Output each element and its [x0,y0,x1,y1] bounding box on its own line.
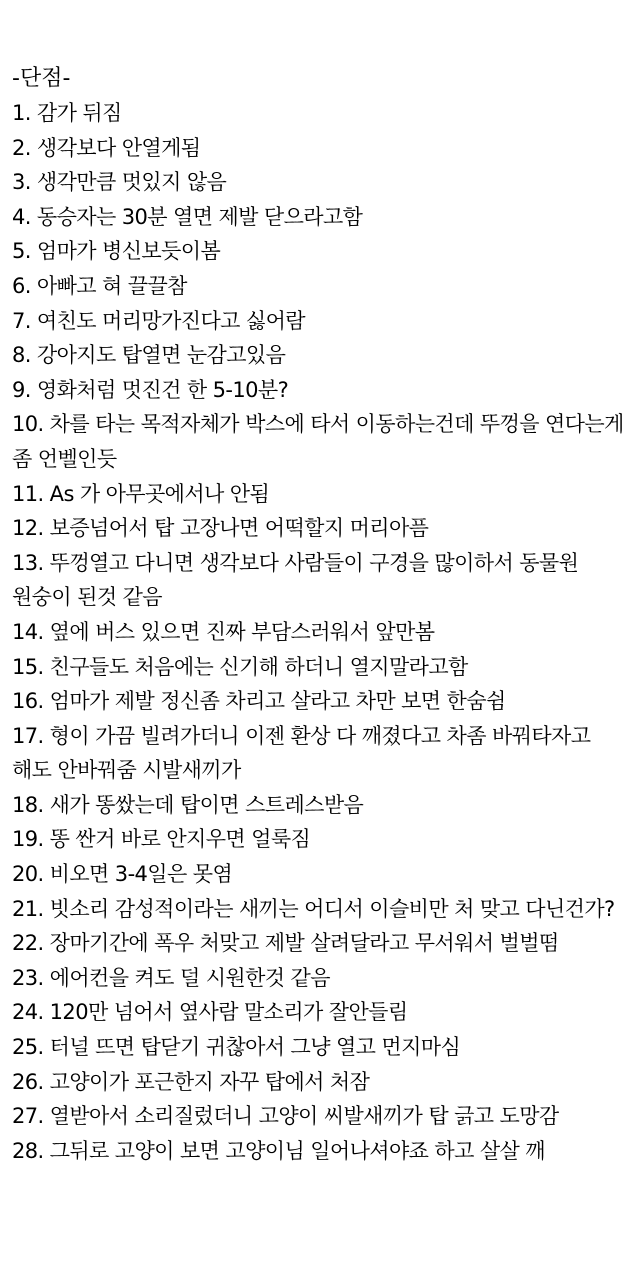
list-item: 24. 120만 넘어서 옆사람 말소리가 잘안들림 [12,1000,408,1025]
list-item: 7. 여친도 머리망가진다고 싫어람 [12,308,305,333]
list-item: 10. 차를 타는 목적자체가 박스에 타서 이동하는건데 뚜껑을 연다는게 좀 언벨인듯 [12,412,624,471]
list-item: 19. 똥 싼거 바로 안지우면 얼룩짐 [12,827,311,852]
list-item: 20. 비오면 3-4일은 못염 [12,862,233,887]
list-item: 25. 터널 뜨면 탑닫기 귀찮아서 그냥 열고 먼지마심 [12,1035,461,1060]
list-item: 27. 열받아서 소리질렀더니 고양이 씨발새끼가 탑 긁고 도망감 [12,1104,559,1129]
list-item: 13. 뚜껑열고 다니면 생각보다 사람들이 구경을 많이하서 동물원 원숭이 된것 같음 [12,550,579,610]
list-item: 11. As 가 아무곳에서나 안됨 [12,481,270,506]
list-item: 21. 빗소리 감성적이라는 새끼는 어디서 이슬비만 처 맞고 다닌건가? [12,896,615,921]
list-item: 22. 장마기간에 폭우 처맞고 제발 살려달라고 무서워서 벌벌떰 [12,931,559,956]
cons-list [0,96,632,1168]
list-item: 15. 친구들도 처음에는 신기해 하더니 열지말라고함 [12,654,468,679]
list-item: 26. 고양이가 포근한지 자꾸 탑에서 처잠 [12,1069,370,1094]
list-item: 18. 새가 똥쌌는데 탑이면 스트레스받음 [12,792,364,817]
list-item: 5. 엄마가 병신보듯이봄 [12,239,221,264]
list-item: 12. 보증넘어서 탑 고장나면 어떡할지 머리아픔 [12,516,429,541]
document-body [0,62,632,1168]
list-item: 28. 그뒤로 고양이 보면 고양이님 일어나셔야죠 하고 살살 깨 [12,1138,545,1163]
list-item: 3. 생각만큼 멋있지 않음 [12,170,227,195]
list-item: 17. 형이 가끔 빌려가더니 이젠 환상 다 깨졌다고 차좀 바꿔타자고 해도 안바꿔줌 시발새끼가 [12,723,591,783]
list-item: 14. 옆에 버스 있으면 진짜 부담스러워서 앞만봄 [12,619,435,644]
list-item: 2. 생각보다 안열게됨 [12,135,201,160]
list-item: 9. 영화처럼 멋진건 한 5-10분? [12,377,289,402]
list-item: 6. 아빠고 혀 끌끌참 [12,273,187,298]
list-item: 4. 동승자는 30분 열면 제발 닫으라고함 [12,204,363,229]
list-item: 16. 엄마가 제발 정신좀 차리고 살라고 차만 보면 한숨쉼 [12,689,506,714]
list-item: 1. 감가 뒤짐 [12,101,122,125]
list-item: 23. 에어컨을 켜도 덜 시원한것 같음 [12,965,330,990]
list-item: 8. 강아지도 탑열면 눈감고있음 [12,343,286,368]
section-heading: -단점- [12,66,71,91]
